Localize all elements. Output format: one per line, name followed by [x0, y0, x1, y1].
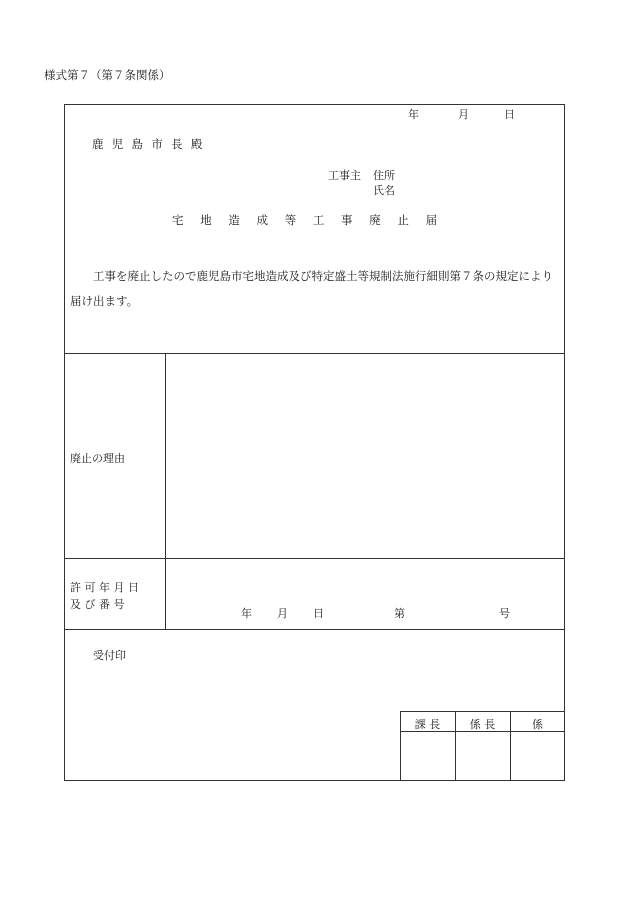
- applicant-address-label: 住所: [373, 169, 395, 182]
- form-frame: [64, 104, 565, 781]
- permit-year-label: 年: [241, 607, 252, 620]
- divider-permit-top: [64, 558, 565, 559]
- permit-label-line1: 許 可 年 月 日: [70, 581, 139, 594]
- stamp-box-top: [400, 711, 565, 712]
- stamp-header-staff: 係: [532, 718, 543, 731]
- divider-reception-top: [64, 629, 565, 630]
- date-year-label: 年: [408, 108, 419, 121]
- date-month-label: 月: [458, 108, 469, 121]
- applicant-label: 工事主: [328, 169, 361, 182]
- form-number: 様式第７（第７条関係）: [44, 68, 171, 82]
- declaration-text: 工事を廃止したので鹿児島市宅地造成及び特定盛土等規制法施行細則第７条の規定により届け出ます。: [70, 269, 553, 308]
- stamp-header-subsection-chief: 係 長: [469, 718, 496, 731]
- permit-day-label: 日: [313, 607, 324, 620]
- reason-label: 廃止の理由: [70, 452, 125, 465]
- permit-number-prefix: 第: [394, 607, 405, 620]
- document-title: 宅地造成等工事廃止届: [172, 213, 454, 227]
- reception-stamp-label: 受付印: [93, 649, 126, 662]
- permit-month-label: 月: [277, 607, 288, 620]
- label-column-divider: [165, 353, 166, 629]
- permit-number-suffix: 号: [499, 607, 510, 620]
- divider-reason-top: [64, 353, 565, 354]
- applicant-name-label: 氏名: [373, 184, 395, 197]
- addressee: 鹿児島市長殿: [92, 137, 211, 151]
- stamp-header-section-chief: 課 長: [414, 718, 441, 731]
- permit-label-line2: 及 び 番 号: [70, 598, 125, 611]
- date-day-label: 日: [504, 108, 515, 121]
